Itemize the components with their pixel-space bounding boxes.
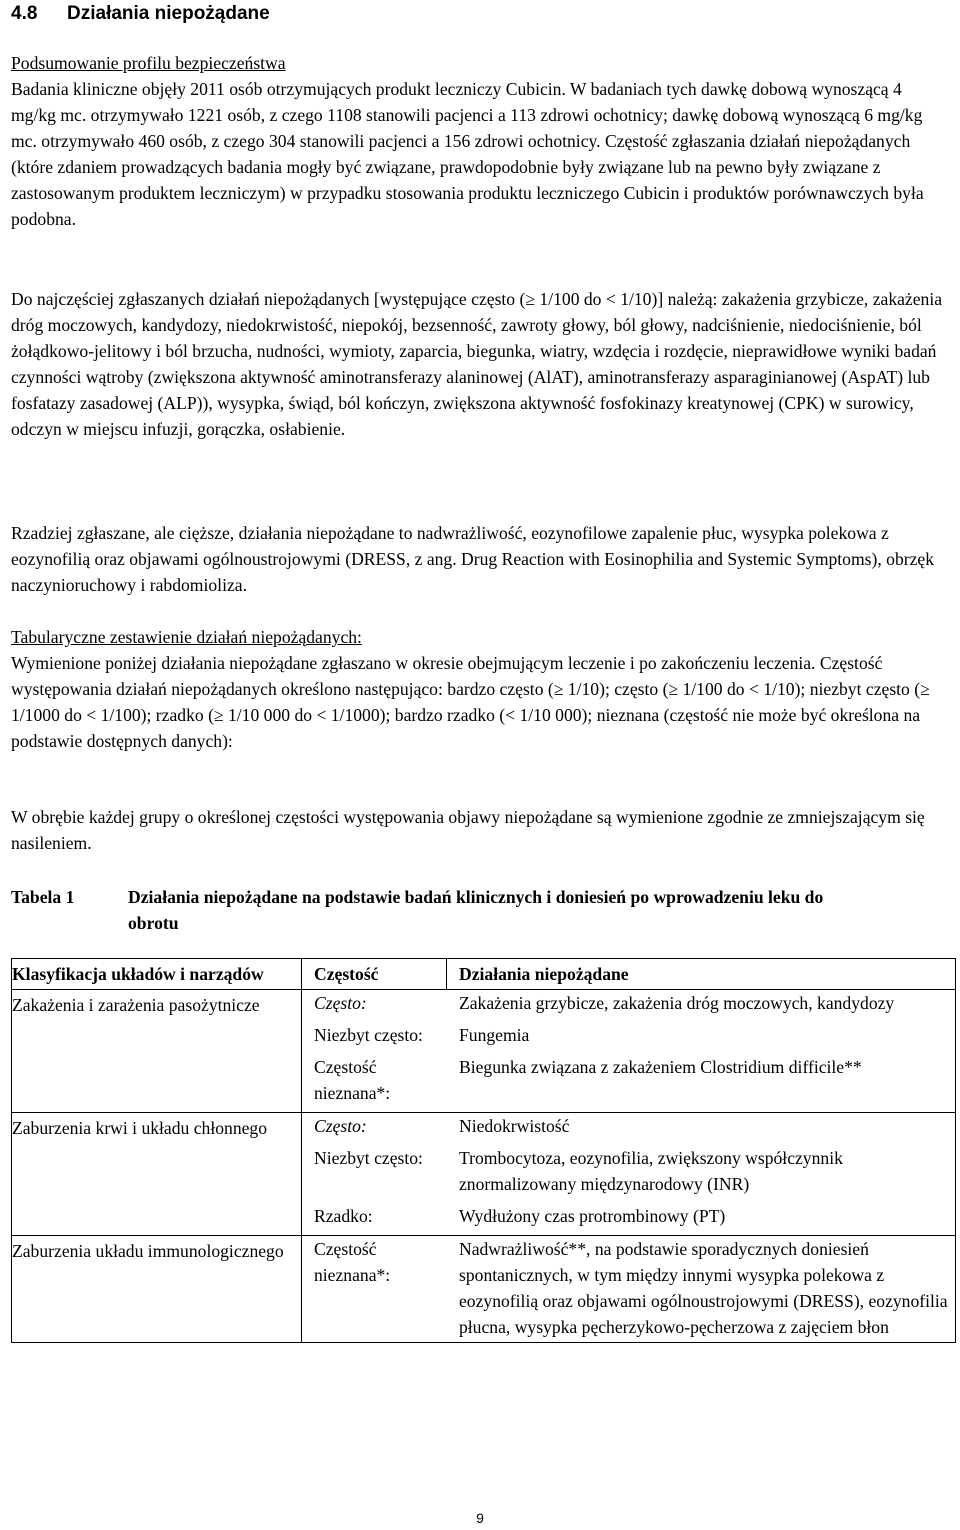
header-reactions: Działania niepożądane [447,959,956,990]
frequency: Niezbyt często: [314,1025,423,1045]
table-entry [302,1203,955,1229]
table-row [12,990,956,1113]
table-entry [302,1145,955,1197]
table-entry [302,1236,955,1340]
tabular-summary [11,624,946,754]
reaction: Zakażenia grzybicze, zakażenia dróg moczowych, kandydozy [459,993,895,1013]
frequency: Częstość nieznana*: [314,1057,391,1103]
frequency: Często: [314,1116,367,1136]
table-row [12,1236,956,1343]
reaction: Niedokrwistość [459,1116,570,1136]
section-number: 4.8 [11,3,38,24]
frequency: Rzadko: [314,1206,373,1226]
order-paragraph [11,804,946,856]
rare-reactions-paragraph [11,520,946,598]
frequency: Częstość nieznana*: [314,1239,391,1285]
adverse-reactions-table [11,958,956,1343]
tabular-heading: Tabularyczne zestawienie działań niepożądanych: [11,627,362,647]
order-text: W obrębie każdej grupy o określonej częstości występowania objawy niepożądane są wymienione zgodnie ze zmniejszającym się nasileniem. [11,807,925,853]
entries-cell [302,1113,956,1236]
table-entry [302,1022,955,1048]
table-header-row [12,959,956,990]
header-frequency: Częstość [302,959,447,990]
common-reactions-text: Do najczęściej zgłaszanych działań niepożądanych [występujące często (≥ 1/100 do < 1/10)] należą: zakażenia grzybicze, zakażenia dróg moczowych, kandydozy, niedokrwistość, niepokój, bezsenność, zawroty głowy, ból głowy, nadciśnienie, niedociśnienie, ból żołądkowo-jelitowy i ból brzucha, nudności, wymioty, zaparcia, biegunka, wiatry, wzdęcia i rozdęcie, nieprawidłowe wyniki badań czynności wątroby (zwiększona aktywność aminotransferazy alaninowej (AlAT), aminotransferazy asparaginianowej (AspAT) lub fosfatazy zasadowej (ALP)), wysypka, świąd, ból kończyn, zwiększona aktywność fosfokinazy kreatynowej (CPK) w surowicy, odczyn w miejscu infuzji, gorączka, osłabienie. [11,289,943,439]
reaction: Wydłużony czas protrombinowy (PT) [459,1206,726,1226]
common-reactions-paragraph [11,286,946,442]
soc-cell: Zakażenia i zarażenia pasożytnicze [12,990,302,1113]
summary-text: Badania kliniczne objęły 2011 osób otrzymujących produkt leczniczy Cubicin. W badaniach tych dawkę dobową wynoszącą 4 mg/kg mc. otrzymywało 1221 osób, z czego 1108 stanowili pacjenci a 113 zdrowi ochotnicy; dawkę dobową wynoszącą 6 mg/kg mc. otrzymywało 460 osób, z czego 304 stanowili pacjenci a 156 zdrowi ochotnicy. Częstość zgłaszania działań niepożądanych (które zdaniem prowadzących badania mogły być związane, prawdopodobnie były związane lub na pewno były związane z zastosowanym produktem leczniczym) w przypadku stosowania produktu leczniczego Cubicin i produktów porównawczych była podobna. [11,79,924,229]
reaction: Nadwrażliwość**, na podstawie sporadycznych doniesień spontanicznych, w tym między innymi wysypka polekowa z eozynofilią oraz objawami ogólnoustrojowymi (DRESS), eozynofilia płucna, wysypka pęcherzykowo-pęcherzowa z zajęciem błon [459,1239,948,1337]
tabular-text: Wymienione poniżej działania niepożądane zgłaszano w okresie obejmującym leczenie i po zakończeniu leczenia. Częstość występowania działań niepożądanych określono następująco: bardzo często (≥ 1/10); często (≥ 1/100 do < 1/10); niezbyt często (≥ 1/1000 do < 1/100); rzadko (≥ 1/10 000 do < 1/1000); bardzo rzadko (< 1/10 000); nieznana (częstość nie może być określona na podstawie dostępnych danych): [11,653,930,751]
reaction: Biegunka związana z zakażeniem Clostridium difficile** [459,1057,862,1077]
table-label: Tabela 1 [11,887,75,907]
header-soc: Klasyfikacja układów i narządów [12,959,302,990]
reaction: Fungemia [459,1025,530,1045]
frequency: Niezbyt często: [314,1148,423,1168]
table-row [12,1113,956,1236]
rare-reactions-text: Rzadziej zgłaszane, ale cięższe, działania niepożądane to nadwrażliwość, eozynofilowe zapalenie płuc, wysypka polekowa z eozynofilią oraz objawami ogólnoustrojowymi (DRESS, z ang. Drug Reaction with Eosinophilia and Systemic Symptoms), obrzęk naczynioruchowy i rabdomioliza. [11,523,935,595]
summary-heading: Podsumowanie profilu bezpieczeństwa [11,53,286,73]
table-entry [302,990,955,1016]
table-entry [302,1113,955,1139]
section-heading [11,3,270,25]
page-number: 9 [476,1510,484,1526]
safety-summary [11,50,946,232]
frequency: Często: [314,993,367,1013]
table-entry [302,1054,955,1106]
entries-cell [302,1236,956,1343]
section-title: Działania niepożądane [67,3,270,24]
table-title: Działania niepożądane na podstawie badań klinicznych i doniesień po wprowadzeniu leku do obrotu [128,887,824,933]
reaction: Trombocytoza, eozynofilia, zwiększony współczynnik znormalizowany międzynarodowy (INR) [459,1148,843,1194]
entries-cell [302,990,956,1113]
soc-cell: Zaburzenia krwi i układu chłonnego [12,1113,302,1236]
soc-cell: Zaburzenia układu immunologicznego [12,1236,302,1343]
